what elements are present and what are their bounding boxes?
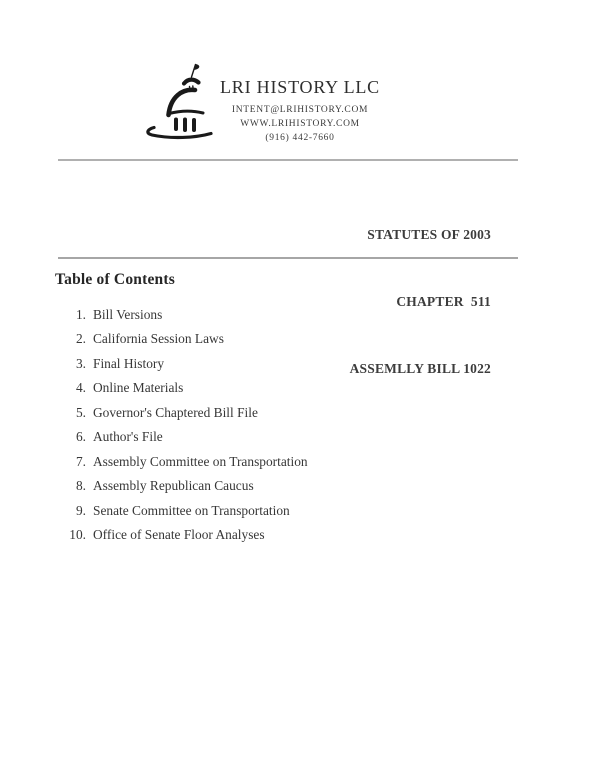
toc-item xyxy=(55,401,308,425)
toc-item xyxy=(55,425,308,449)
toc-item-number: 3. xyxy=(75,355,86,371)
toc-item-label: Bill Versions xyxy=(93,307,163,322)
company-website: WWW.LRIHISTORY.COM xyxy=(240,119,360,130)
toc-item-number: 6. xyxy=(75,429,86,445)
toc-item xyxy=(55,499,308,523)
toc-item xyxy=(55,450,308,474)
toc-item-label: California Session Laws xyxy=(93,331,224,347)
toc-item-number: 5. xyxy=(75,404,86,420)
case-caption xyxy=(350,179,491,425)
toc-item xyxy=(55,474,308,498)
toc-item-label: Online Materials xyxy=(93,380,184,396)
toc-item-label: Assembly Committee on Transportation xyxy=(93,453,308,469)
toc-item-label: Author's File xyxy=(93,429,163,445)
toc-item-number: 1. xyxy=(75,307,86,322)
toc-list xyxy=(55,303,308,548)
company-name: LRI HISTORY LLC xyxy=(219,77,380,97)
chapter-line: CHAPTER 511 xyxy=(396,294,491,310)
toc-item xyxy=(55,303,308,327)
company-email: INTENT@LRIHISTORY.COM xyxy=(231,105,369,115)
horizontal-rule-bottom xyxy=(58,257,518,259)
toc-item xyxy=(55,376,308,400)
toc-item xyxy=(55,352,308,376)
toc-item-label: Assembly Republican Caucus xyxy=(93,478,254,494)
toc-title: Table of Contents xyxy=(55,271,175,288)
toc-item-number: 7. xyxy=(75,453,86,469)
letterhead xyxy=(0,76,600,146)
toc-item-number: 9. xyxy=(75,502,86,518)
toc-item-number: 2. xyxy=(75,331,86,347)
company-phone: (916) 442-7660 xyxy=(265,133,335,144)
toc-item xyxy=(55,327,308,351)
toc-item-label: Governor's Chaptered Bill File xyxy=(93,404,258,420)
toc-item-label: Senate Committee on Transportation xyxy=(93,502,290,518)
horizontal-rule-top xyxy=(58,159,518,161)
toc-item-number: 10. xyxy=(69,527,86,543)
toc-item-label: Final History xyxy=(93,355,165,371)
bill-line: ASSEMLLY BILL 1022 xyxy=(349,361,491,377)
toc-item xyxy=(55,523,308,547)
toc-item-label: Office of Senate Floor Analyses xyxy=(93,527,265,543)
toc-item-number: 4. xyxy=(75,380,86,396)
toc-item-number: 8. xyxy=(75,478,86,494)
statutes-line: STATUTES OF 2003 xyxy=(367,226,491,242)
